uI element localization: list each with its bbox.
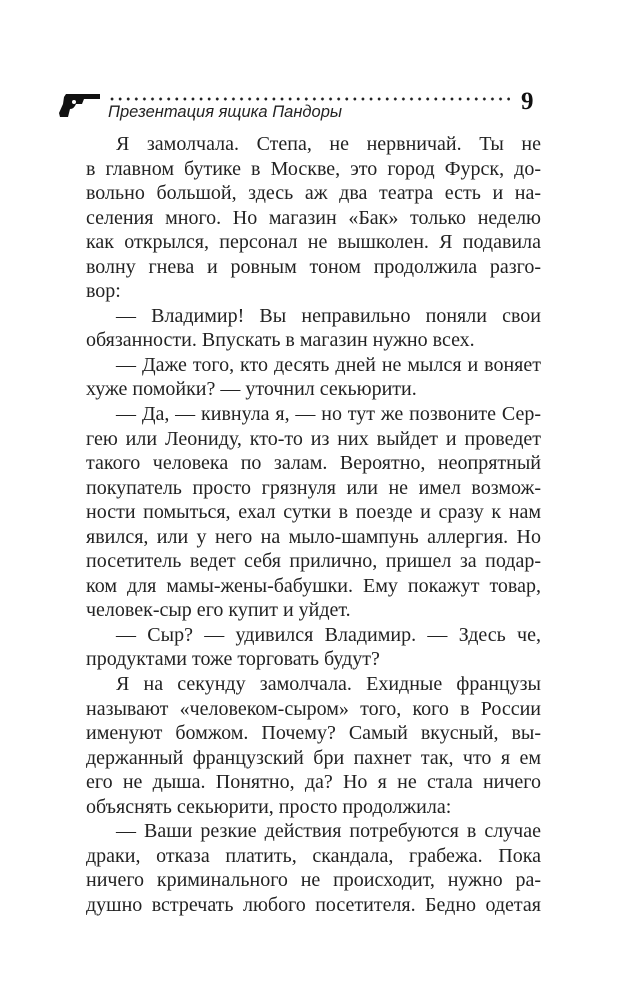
text-line: душно встречать любого посетителя. Бедно одетая — [86, 893, 541, 916]
running-title: Презентация ящика Пандоры — [108, 103, 343, 121]
text-line: — Даже того, кто десять дней не мылся и воняет — [116, 353, 541, 376]
page-number: 9 — [521, 88, 534, 115]
text-line: в главном бутике в Москве, это город Фурск, до- — [86, 157, 541, 180]
text-line: — Сыр? — удивился Владимир. — Здесь че, — [116, 623, 541, 646]
text-line: обязанности. Впускать в магазин нужно всех. — [86, 329, 475, 352]
header-dotted-rule — [108, 97, 510, 101]
text-line: Я на секунду замолчала. Ехидные французы — [116, 673, 541, 696]
text-line: вольно большой, здесь аж два театра есть и на- — [86, 182, 541, 205]
text-line: ком для мамы-жены-бабушки. Ему покажут товар, — [86, 574, 541, 597]
text-line: как открылся, персонал не вышколен. Я подавила — [86, 231, 541, 254]
text-line: человек-сыр его купит и уйдет. — [86, 599, 351, 622]
body-text — [86, 132, 541, 918]
text-line: — Владимир! Вы неправильно поняли свои — [116, 304, 541, 327]
text-line: продуктами тоже торговать будут? — [86, 648, 380, 671]
text-line: Я замолчала. Степа, не нервничай. Ты не — [116, 133, 541, 155]
text-line: гею или Леониду, кто-то из них выйдет и проведет — [86, 427, 541, 450]
text-line: посетитель ведет себя прилично, пришел за подар- — [86, 550, 541, 573]
text-line: волну гнева и ровным тоном продолжила разго- — [86, 255, 541, 278]
text-line: хуже помойки? — уточнил секьюрити. — [86, 378, 417, 401]
text-line: — Ваши резкие действия потребуются в случае — [116, 820, 541, 843]
text-line: его не дыша. Понятно, да? Но я не стала ничего — [86, 771, 541, 794]
text-line: покупатель просто грязнуля или не имел возмож- — [86, 476, 541, 499]
text-line: такого человека по залам. Вероятно, неопрятный — [86, 452, 541, 475]
text-line: именуют бомжом. Почему? Самый вкусный, вы- — [86, 722, 541, 745]
text-line: называют «человеком-сыром» того, кого в России — [86, 697, 541, 720]
text-line: ничего криминального не происходит, нужно ра- — [86, 869, 541, 892]
text-line: явился, или у него на мыло-шампунь аллергия. Но — [86, 525, 541, 548]
text-line: держанный французский бри пахнет так, что я ем — [86, 746, 541, 769]
text-line: — Да, — кивнула я, — но тут же позвоните Сер- — [116, 403, 541, 426]
text-line: вор: — [86, 280, 121, 303]
text-line: селения много. Но магазин «Бак» только неделю — [86, 206, 541, 229]
text-line: объяснять секьюрити, просто продолжила: — [86, 795, 452, 818]
revolver-icon — [58, 92, 102, 118]
text-line: драки, отказа платить, скандала, грабежа. Пока — [86, 844, 541, 867]
text-line: ности помыться, ехал сутки в поезде и сразу к нам — [86, 501, 541, 524]
